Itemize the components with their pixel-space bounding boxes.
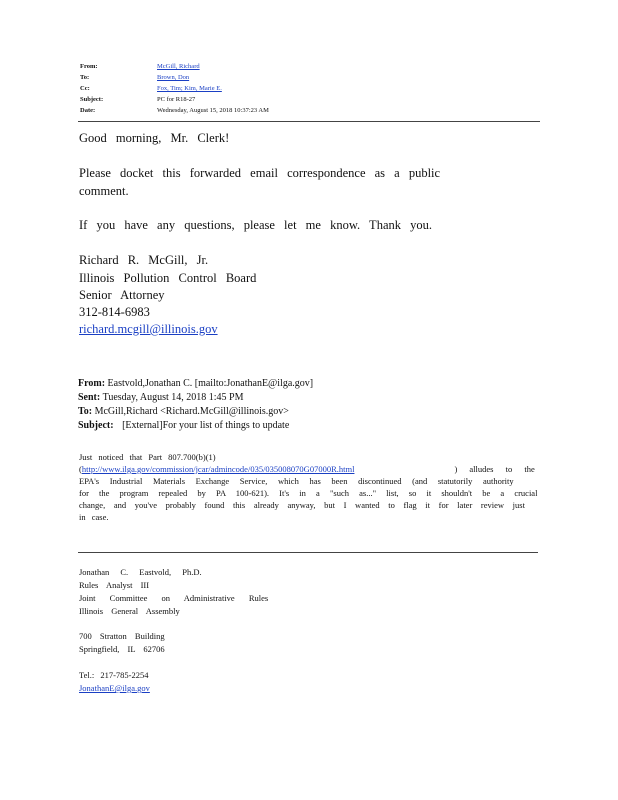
para2: If you have any questions, please let me know. Thank you. xyxy=(79,218,432,232)
fwd-tel: Tel.: 217-785-2254 xyxy=(79,670,149,680)
cc-label: Cc: xyxy=(80,85,90,92)
signature-divider xyxy=(78,552,538,553)
fwd-to-label: To: xyxy=(78,406,93,417)
fwd-addr-line1: 700 Stratton Building xyxy=(79,631,165,641)
date-value: Wednesday, August 15, 2018 10:37:23 AM xyxy=(157,107,269,114)
fwd-to-value: McGill,Richard <Richard.McGill@illinois.gov> xyxy=(94,406,289,417)
date-label: Date: xyxy=(80,107,96,114)
para1-line2: comment. xyxy=(79,184,129,198)
signature-title: Senior Attorney xyxy=(79,288,165,302)
fwd-body-line3: EPA's Industrial Materials Exchange Service, which has been discontinued (and statutorily authority xyxy=(79,476,514,486)
fwd-sig-title: Rules Analyst III xyxy=(79,580,150,590)
fwd-body-line1: Just noticed that Part 807.700(b)(1) xyxy=(79,452,216,462)
jcar-admincode-link[interactable]: http://www.ilga.gov/commission/jcar/admincode/035/035008070G07000R.html xyxy=(81,464,355,474)
fwd-sent-value: Tuesday, August 14, 2018 1:45 PM xyxy=(102,392,244,403)
greeting: Good morning, Mr. Clerk! xyxy=(79,131,230,145)
fwd-sig-assembly: Illinois General Assembly xyxy=(79,606,180,616)
from-label: From: xyxy=(80,63,98,70)
to-value[interactable]: Brown, Don xyxy=(157,74,190,81)
fwd-subject-label: Subject: xyxy=(78,420,114,431)
subject-value: PC for R18-27 xyxy=(157,96,196,103)
from-value[interactable]: McGill, Richard xyxy=(157,63,200,70)
fwd-email-link[interactable]: JonathanE@ilga.gov xyxy=(79,683,150,693)
fwd-sig-committee: Joint Committee on Administrative Rules xyxy=(79,593,269,603)
signature-name: Richard R. McGill, Jr. xyxy=(79,253,209,267)
signature-phone: 312-814-6983 xyxy=(79,305,150,319)
fwd-body-line4: for the program repealed by PA 100-621). It's in a "such as..." list, so it shouldn't be a crucial xyxy=(79,488,538,498)
fwd-sig-name: Jonathan C. Eastvold, Ph.D. xyxy=(79,567,202,577)
to-label: To: xyxy=(80,74,90,81)
fwd-body-line6: in case. xyxy=(79,512,109,522)
signature-org: Illinois Pollution Control Board xyxy=(79,271,257,285)
fwd-body-line5: change, and you've probably found this already anyway, but I wanted to flag it for later review just xyxy=(79,500,525,510)
fwd-subject-value: [External]For your list of things to update xyxy=(122,420,290,431)
fwd-sent-label: Sent: xyxy=(78,392,101,403)
fwd-from-value: Eastvold,Jonathan C. [mailto:JonathanE@ilga.gov] xyxy=(107,378,314,389)
fwd-from-label: From: xyxy=(78,378,106,389)
para1-line1: Please docket this forwarded email correspondence as a public xyxy=(79,166,441,180)
signature-email-link[interactable]: richard.mcgill@illinois.gov xyxy=(79,322,218,336)
fwd-body-line2: (http://www.ilga.gov/commission/jcar/admincode/035/035008070G07000R.html ) alludes to the xyxy=(79,464,535,474)
header-divider xyxy=(78,121,540,122)
fwd-addr-line2: Springfield, IL 62706 xyxy=(79,644,165,654)
subject-label: Subject: xyxy=(80,96,104,103)
cc-value[interactable]: Fox, Tim; Kim, Marie E. xyxy=(157,85,222,92)
